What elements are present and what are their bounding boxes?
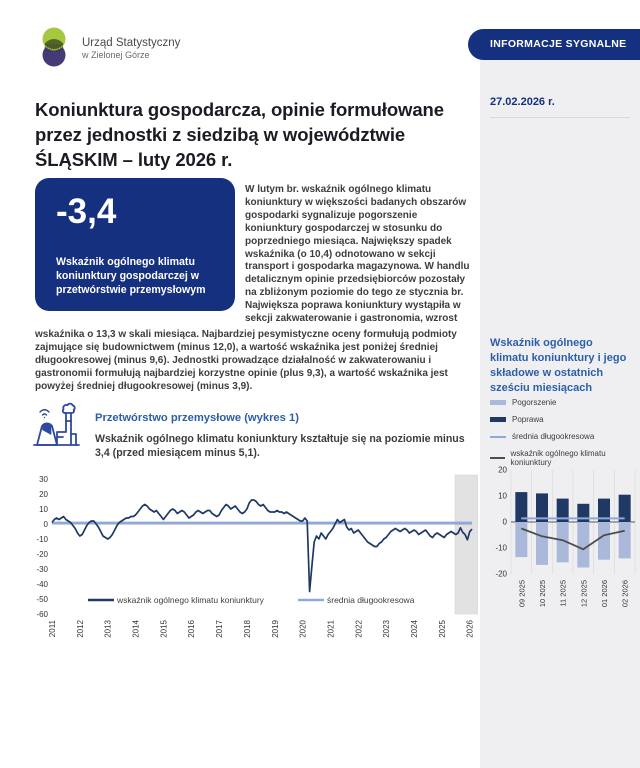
section-body: Wskaźnik ogólnego klimatu koniunktury kształtuje się na poziomie minus 3,4 (przed miesiącem minus 5,1).	[95, 432, 465, 460]
intro-paragraph-full: wskaźnika o 13,3 w skali miesiąca. Najbardziej pesymistyczne oceny formułują podmioty zajmujące się budownictwem (minus 12,0), a wartość wskaźnika jest poniżej średniej długookresowej (minus 9,6). Jednostki prowadzące działalność w zakwaterowaniu i gastronomii formułują najbardziej korzystne opinie (plus 9,3), a wartość wskaźnika jest powyżej średniej długookresowej (minus 3,9).	[35, 329, 457, 392]
legend-item	[490, 432, 636, 441]
sidebar-bar-chart	[483, 460, 640, 643]
svg-text:2018: 2018	[242, 620, 252, 638]
svg-text:0: 0	[43, 519, 48, 529]
main-line-chart	[26, 472, 478, 655]
svg-text:-40: -40	[36, 579, 48, 589]
svg-text:02 2026: 02 2026	[620, 580, 630, 608]
svg-text:2015: 2015	[159, 620, 169, 638]
kpi-box	[35, 178, 235, 311]
svg-text:10: 10	[39, 504, 48, 514]
statistical-office-logo-icon	[34, 26, 74, 72]
svg-text:12 2025: 12 2025	[579, 580, 589, 608]
legend-swatch	[490, 400, 506, 405]
legend-label: Poprawa	[512, 415, 544, 424]
section-heading: Przetwórstwo przemysłowe (wykres 1)	[95, 412, 299, 425]
svg-text:2012: 2012	[75, 620, 85, 638]
svg-text:0: 0	[502, 517, 507, 527]
svg-text:2017: 2017	[215, 620, 225, 638]
informacje-sygnalne-banner: INFORMACJE SYGNALNE	[468, 29, 640, 60]
logo	[34, 26, 180, 72]
svg-text:-20: -20	[36, 549, 48, 559]
svg-text:2020: 2020	[298, 620, 308, 638]
legend-label: wskaźnik ogólnego klimatu koniunktury	[510, 449, 606, 467]
svg-text:10: 10	[498, 491, 507, 501]
svg-text:2011: 2011	[48, 620, 57, 638]
legend-swatch	[490, 457, 505, 459]
svg-text:20: 20	[498, 465, 507, 475]
svg-text:-20: -20	[495, 569, 507, 579]
svg-text:2023: 2023	[382, 620, 392, 638]
svg-text:20: 20	[39, 489, 48, 499]
svg-text:-10: -10	[495, 543, 507, 553]
svg-text:09 2025: 09 2025	[517, 580, 527, 608]
svg-text:2016: 2016	[187, 620, 197, 638]
legend-label: Pogorszenie	[512, 398, 557, 407]
sidebar	[480, 60, 640, 768]
report-date: 27.02.2026 r.	[490, 96, 630, 118]
svg-text:wskaźnik ogólnego klimatu koni: wskaźnik ogólnego klimatu koniunktury	[117, 595, 264, 605]
sidebar-chart-title: Wskaźnik ogólnego klimatu koniunktury i jego składowe w ostatnich sześciu miesiącach	[490, 337, 627, 394]
svg-text:2026: 2026	[465, 620, 475, 638]
svg-text:-60: -60	[36, 609, 48, 619]
legend-swatch	[490, 417, 506, 422]
svg-text:2014: 2014	[131, 620, 141, 638]
legend-item	[490, 398, 636, 407]
svg-text:2021: 2021	[326, 620, 336, 638]
kpi-label: Wskaźnik ogólnego klimatu koniunktury gospodarczej w przetwórstwie przemysłowym	[56, 256, 206, 297]
page-title: Koniunktura gospodarcza, opinie formułowane przez jednostki z siedzibą w województwie ŚLĄSKIM – luty 2026 r.	[35, 99, 444, 170]
svg-text:2025: 2025	[437, 620, 447, 638]
svg-text:2024: 2024	[410, 620, 419, 638]
logo-line1: Urząd Statystyczny	[82, 37, 181, 50]
svg-text:11 2025: 11 2025	[558, 580, 568, 607]
svg-text:-10: -10	[36, 534, 48, 544]
svg-text:2013: 2013	[103, 620, 113, 638]
svg-text:2022: 2022	[354, 620, 364, 638]
svg-text:-30: -30	[36, 564, 48, 574]
svg-text:-50: -50	[36, 594, 48, 604]
svg-text:01 2026: 01 2026	[600, 580, 609, 608]
kpi-value: -3,4	[56, 192, 117, 231]
svg-text:średnia długookresowa: średnia długookresowa	[327, 595, 415, 605]
logo-line2: w Zielonej Górze	[82, 50, 150, 61]
legend-swatch	[490, 436, 506, 438]
svg-text:30: 30	[39, 474, 48, 484]
intro-paragraph-column: W lutym br. wskaźnik ogólnego klimatu koniunktury w większości badanych obszarów gospodarki sygnalizuje pogorszenie koniunktury gospodarczej w stosunku do poprzedniego miesiąca. Największy spadek wskaźnika (o 10,4) odnotowano w sekcji transport i gospodarka magazynowa. W handlu detalicznym opinie przedsiębiorców pozostały na zbliżonym poziomie do tego ze stycznia br. Największa poprawa koniunktury wystąpiła w sekcji zakwaterowanie i gastronomia, wzrost	[245, 184, 470, 325]
svg-text:10 2025: 10 2025	[538, 580, 547, 608]
factory-icon	[30, 399, 82, 454]
svg-text:2019: 2019	[270, 620, 280, 638]
legend-label: średnia długookresowa	[512, 432, 595, 441]
legend-item	[490, 415, 636, 424]
